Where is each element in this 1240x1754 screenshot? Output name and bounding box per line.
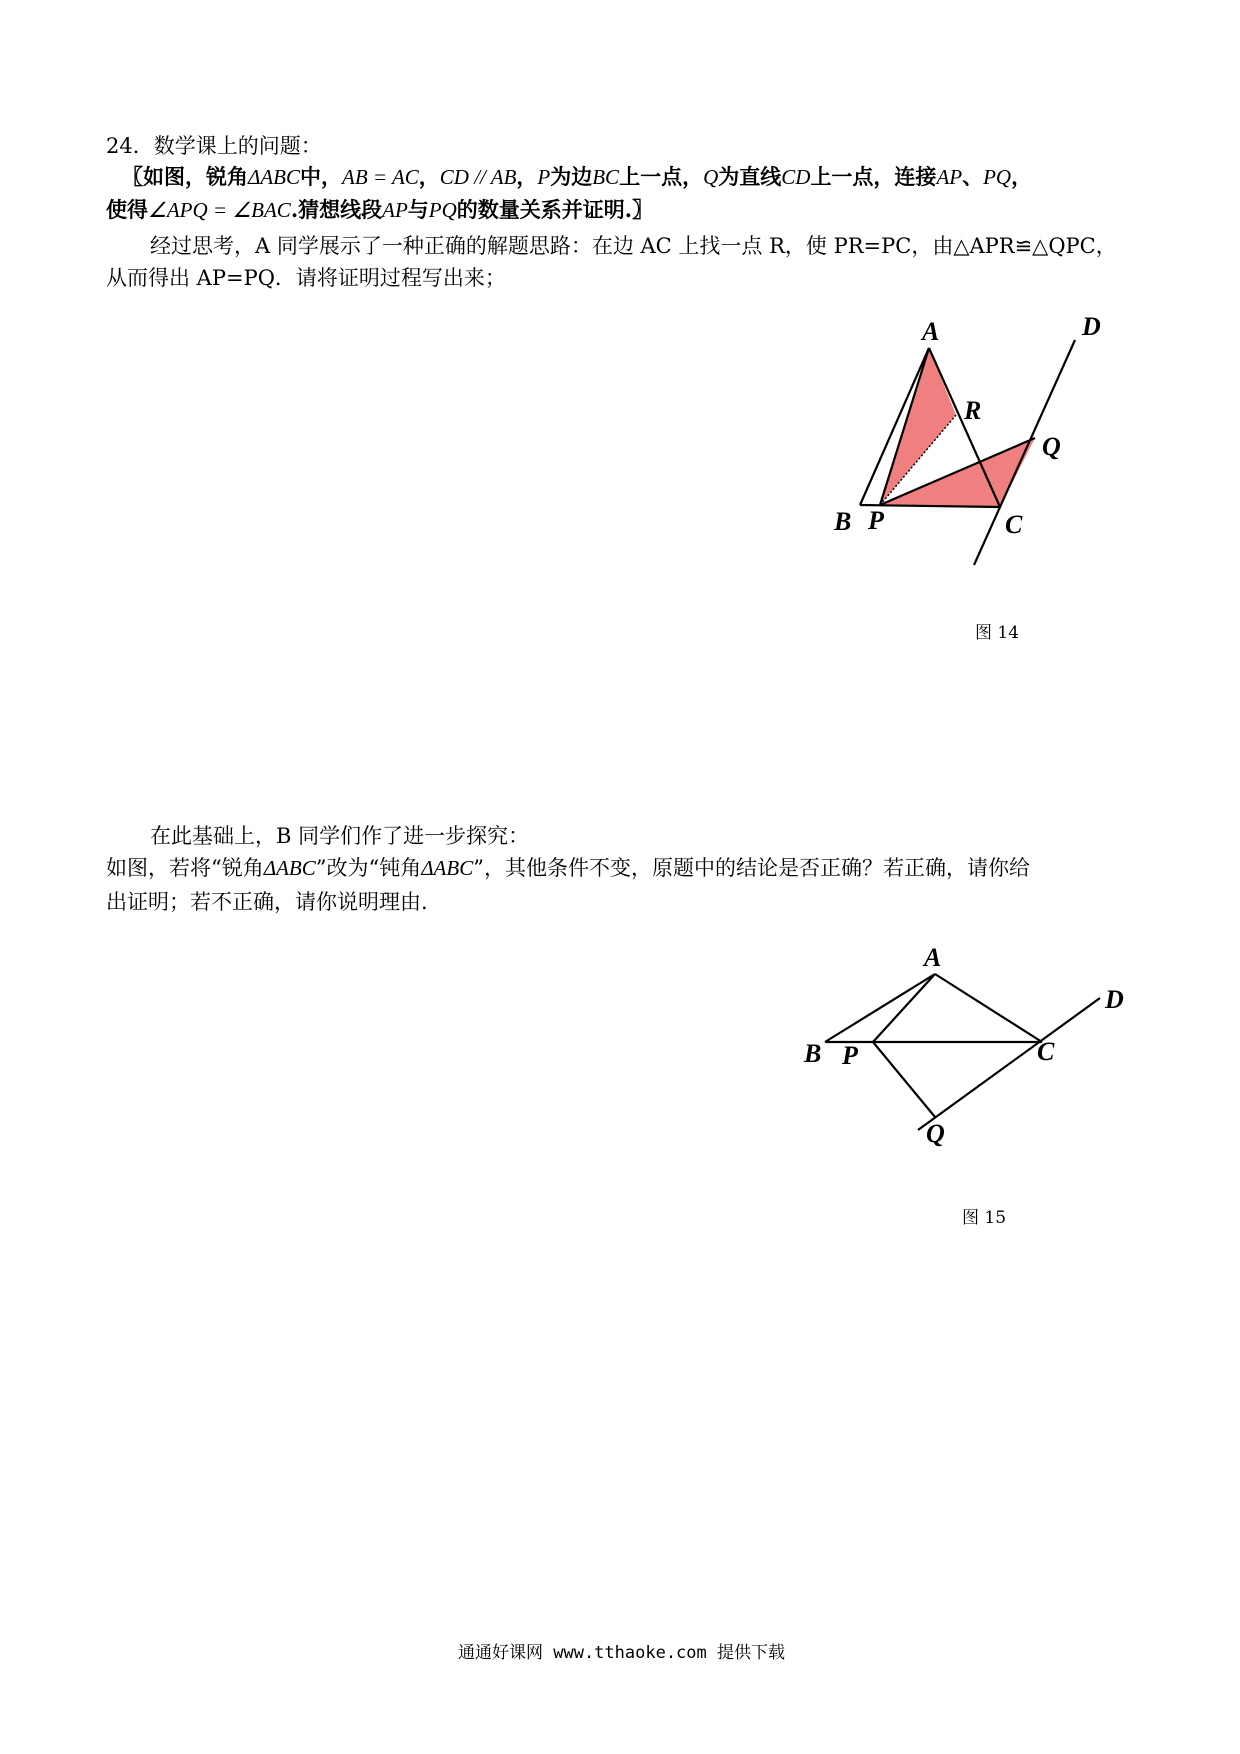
figure-15-caption: 图 15 [962, 1208, 1007, 1228]
figure-14 [820, 305, 1120, 585]
label-c: C [1037, 1037, 1055, 1066]
label-q: Q [1042, 432, 1061, 461]
segment-ap [873, 974, 935, 1042]
segment-pq [873, 1042, 935, 1117]
label-a: A [924, 943, 942, 972]
problem-heading-line: 24．数学课上的问题： [106, 134, 322, 158]
cd-parallel-ab: CD // AB [439, 165, 517, 189]
label-c: C [1005, 510, 1023, 539]
angle-equation: ∠APQ = ∠BAC [148, 198, 291, 222]
segment-ac [935, 974, 1042, 1042]
problem-number: 24 [106, 134, 133, 158]
label-b: B [834, 507, 852, 536]
label-b: B [804, 1039, 822, 1068]
label-d: D [1082, 312, 1101, 341]
figure-14-caption: 图 14 [975, 623, 1020, 643]
line-cd [918, 998, 1100, 1130]
problem-statement-line-2: 使得∠APQ = ∠BAC.猜想线段AP与PQ的数量关系并证明.〗 [106, 197, 654, 222]
part2-line-1: 如图，若将“锐角ΔABC”改为“钝角ΔABC”，其他条件不变，原题中的结论是否正确？若正确，请你给 [106, 856, 1030, 880]
triangle-abc: ΔABC [248, 165, 300, 189]
problem-statement-line-1: 〖如图，锐角ΔABC中，AB = AC，CD // AB，P为边BC上一点，Q为直线CD上一点，连接AP、PQ， [122, 164, 1033, 189]
label-q: Q [926, 1119, 945, 1148]
figure-15 [800, 930, 1140, 1150]
label-r: R [964, 396, 982, 425]
label-a: A [922, 317, 940, 346]
segment-ab [825, 974, 935, 1042]
footer-download-note: 通通好课网 www.tthaoke.com 提供下载 [458, 1643, 785, 1663]
hint-line-2: 从而得出 AP=PQ．请将证明过程写出来； [106, 266, 506, 290]
label-p: P [842, 1041, 858, 1070]
label-p: P [868, 506, 884, 535]
hint-line-1: 经过思考，A 同学展示了一种正确的解题思路：在边 AC 上找一点 R，使 PR=PC，由△APR≌△QPC， [150, 234, 1117, 258]
label-d: D [1105, 985, 1124, 1014]
problem-heading: 数学课上的问题： [153, 134, 322, 158]
part2-line-2: 出证明；若不正确，请你说明理由. [106, 890, 428, 914]
part2-intro: 在此基础上，B 同学们作了进一步探究： [150, 824, 530, 848]
ab-equals-ac: AB = AC [342, 165, 419, 189]
